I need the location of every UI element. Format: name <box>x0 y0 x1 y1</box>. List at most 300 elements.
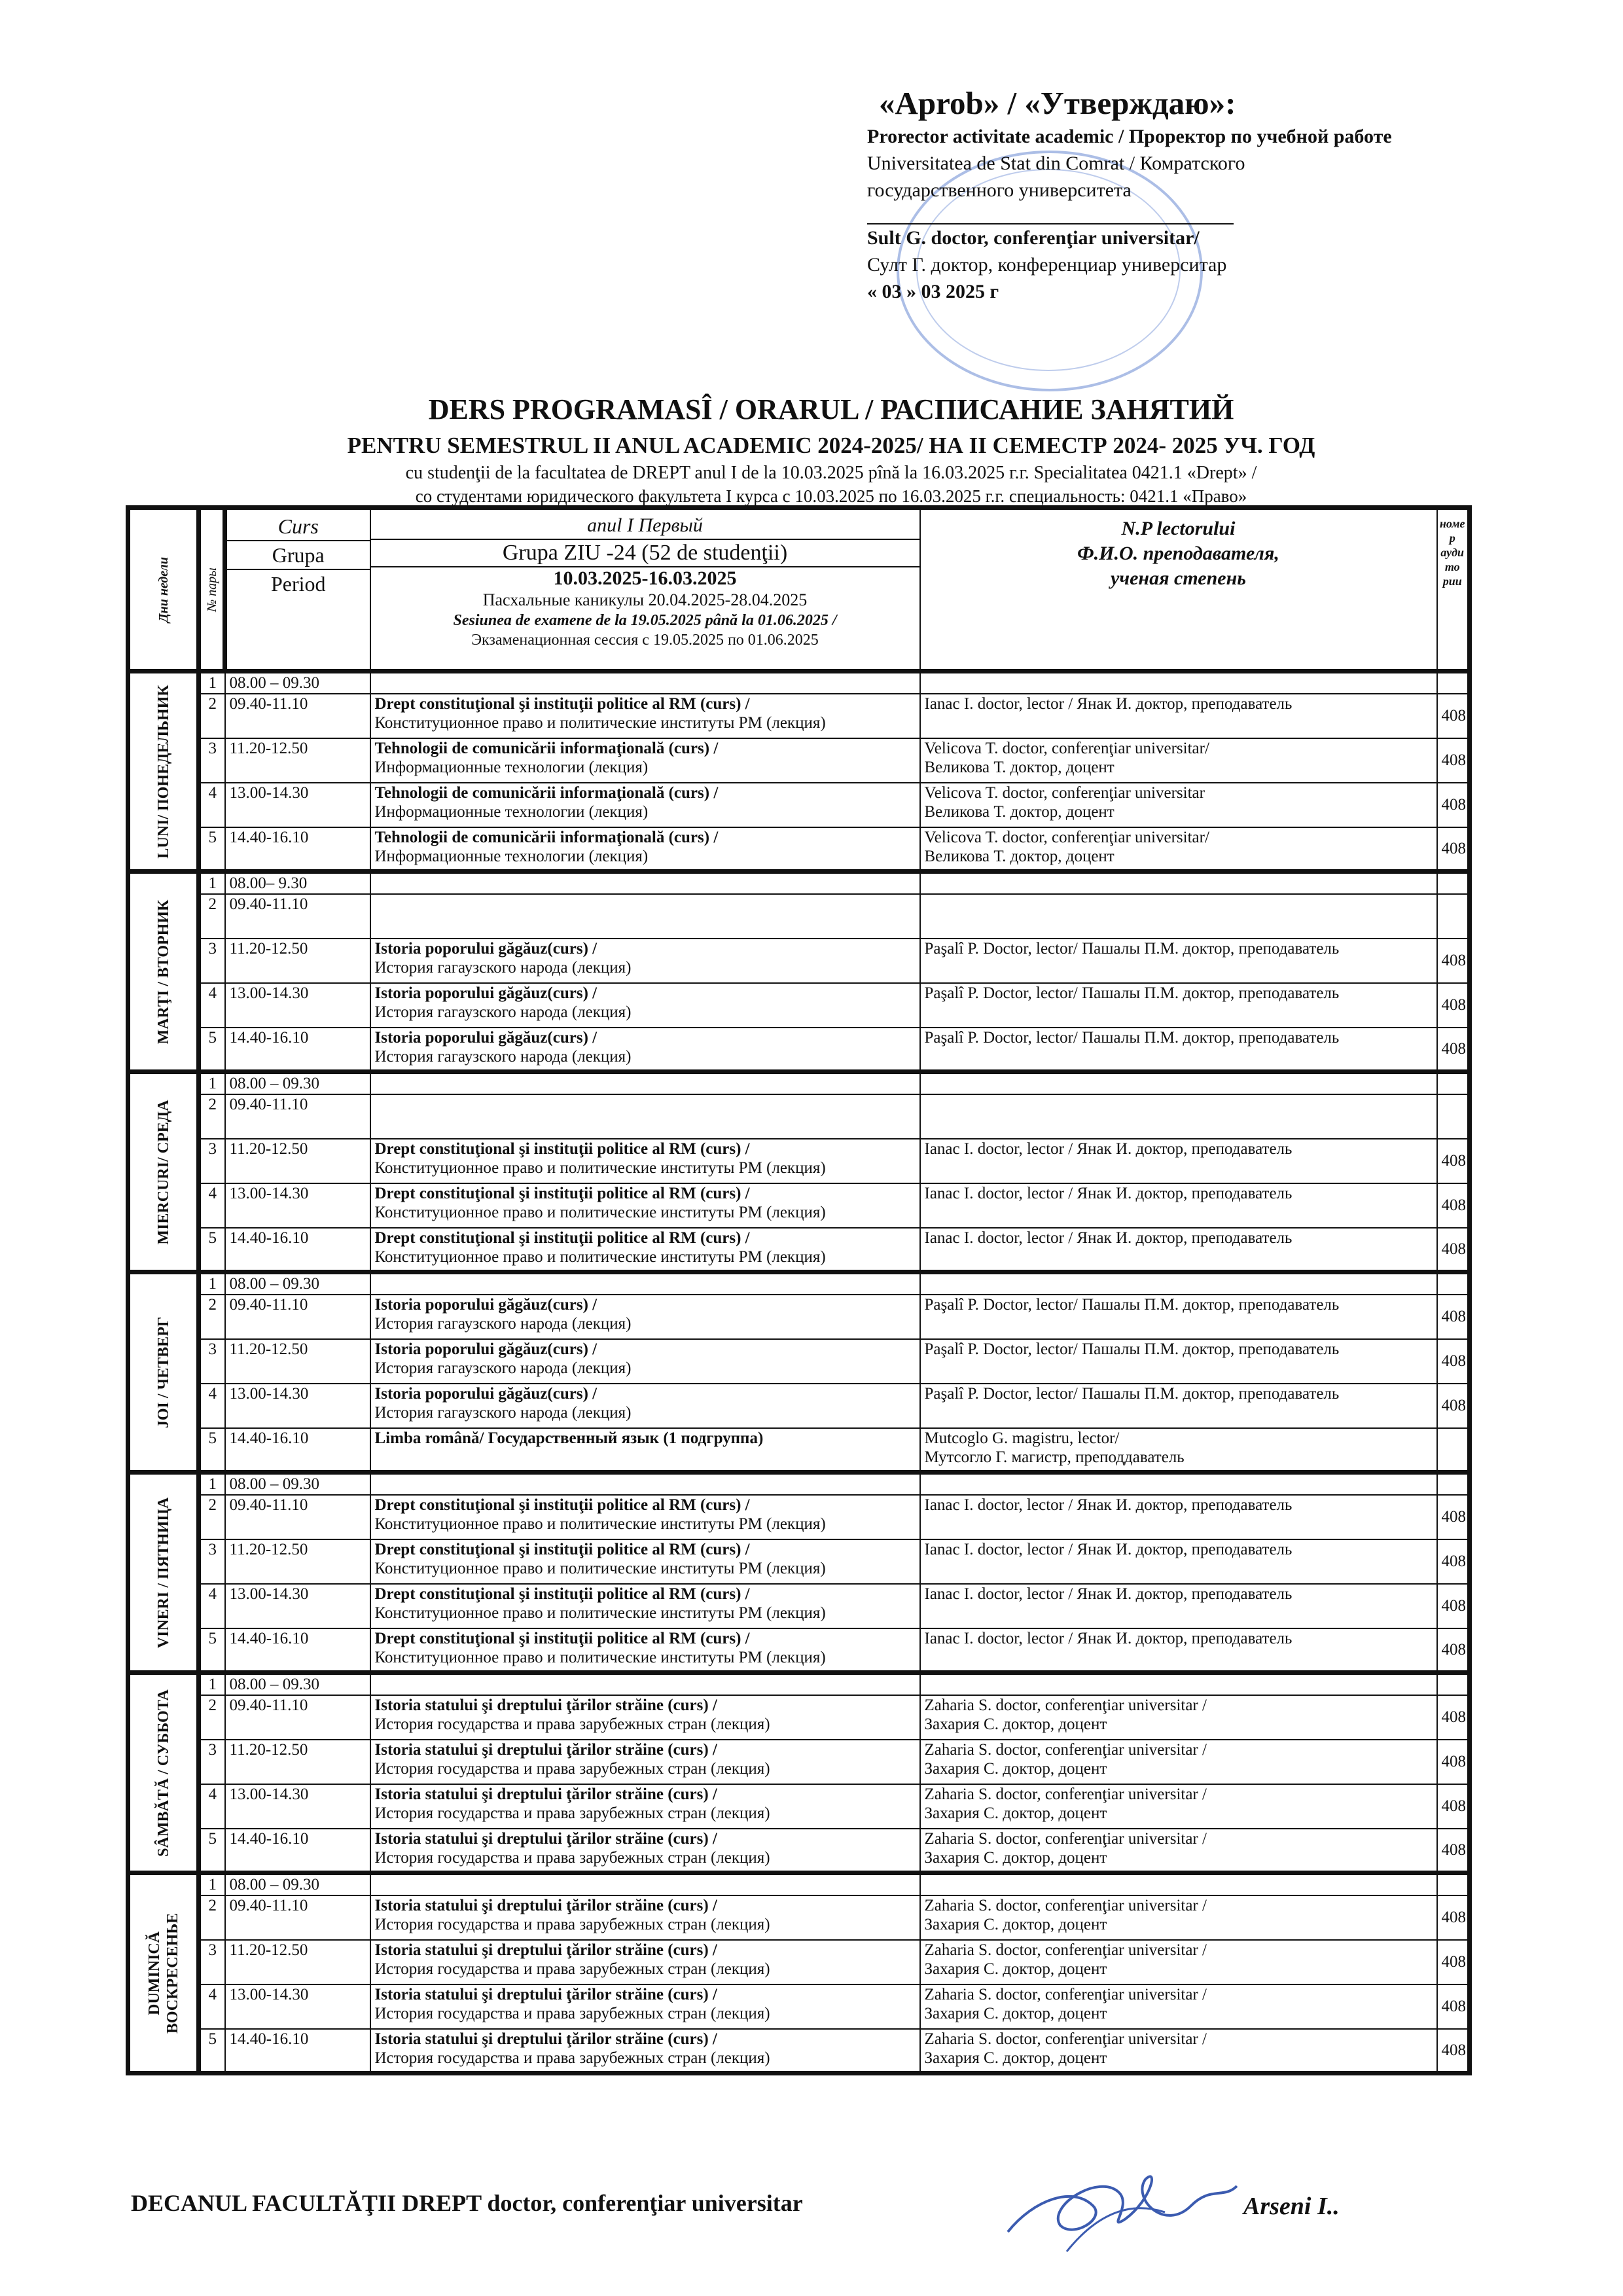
header-anul: anul I Первый <box>371 512 919 540</box>
pair-time-text: 14.40-16.10 <box>229 1629 309 1647</box>
lecturer-cell <box>920 1428 1437 1473</box>
pair-number <box>199 1829 225 1873</box>
header-dates: 10.03.2025-16.03.2025 <box>553 567 737 589</box>
pair-number <box>199 1094 225 1139</box>
room-cell <box>1437 894 1470 939</box>
lecturer-line-1: Paşalî P. Doctor, lector/ Пашалы П.М. доктор, преподаватель <box>924 984 1340 1002</box>
subject-ru: Конституционное право и политические институты РМ (лекция) <box>374 1158 826 1177</box>
pair-time <box>225 1228 370 1272</box>
lecturer-cell <box>920 1984 1437 2029</box>
pair-number-text: 4 <box>208 1384 217 1403</box>
pair-time-text: 13.00-14.30 <box>229 1785 309 1803</box>
table-row <box>128 827 1470 872</box>
room-number: 408 <box>1441 1352 1466 1370</box>
subject-cell <box>370 872 920 894</box>
subject-cell <box>370 1139 920 1183</box>
subject-cell <box>370 1784 920 1829</box>
subject-ro: Limba română/ Государственный язык (1 подгруппа) <box>374 1429 764 1447</box>
pair-number <box>199 694 225 738</box>
lecturer-line-2: Мутcогло Г. магистр, преподдаватель <box>924 1448 1185 1466</box>
pair-time-text: 11.20-12.50 <box>229 1139 308 1158</box>
pair-number <box>199 1272 225 1295</box>
table-row <box>128 1339 1470 1384</box>
lecturer-line-2: Захария С. доктор, доцент <box>924 1804 1107 1822</box>
lecturer-line-2: Захария С. доктор, доцент <box>924 1715 1107 1733</box>
pair-time <box>225 1272 370 1295</box>
lecturer-cell <box>920 1272 1437 1295</box>
pair-time-text: 08.00 – 09.30 <box>229 1676 319 1693</box>
subject-ru: История государства и права зарубежных стран (лекция) <box>374 1804 770 1822</box>
pair-number <box>199 1295 225 1339</box>
lecturer-cell <box>920 1784 1437 1829</box>
header-exam-ro: Sesiunea de examene de la 19.05.2025 până la 01.06.2025 / <box>453 612 837 629</box>
table-row <box>128 1072 1470 1094</box>
pair-number <box>199 1740 225 1784</box>
pair-time-text: 14.40-16.10 <box>229 828 309 846</box>
header-room: номер аудито рии <box>1437 508 1470 672</box>
subject-ro: Istoria statului şi dreptului ţărilor străine (curs) / <box>374 1941 717 1959</box>
room-cell <box>1437 1139 1470 1183</box>
pair-number <box>199 872 225 894</box>
table-row <box>128 1028 1470 1072</box>
lecturer-cell <box>920 694 1437 738</box>
pair-number-text: 1 <box>208 1876 217 1893</box>
room-cell <box>1437 1895 1470 1940</box>
room-number: 408 <box>1441 1240 1466 1258</box>
subject-ru: Конституционное право и политические институты РМ (лекция) <box>374 713 826 732</box>
lecturer-cell <box>920 894 1437 939</box>
pair-number <box>199 1072 225 1094</box>
pair-time-text: 13.00-14.30 <box>229 984 309 1002</box>
subject-cell <box>370 1339 920 1384</box>
pair-time <box>225 1094 370 1139</box>
subject-ro: Istoria poporului găgăuz(curs) / <box>374 984 597 1002</box>
lecturer-line-2: Великова Т. доктор, доцент <box>924 758 1115 776</box>
pair-number <box>199 939 225 983</box>
pair-number-text: 4 <box>208 1585 217 1603</box>
pair-time <box>225 1072 370 1094</box>
lecturer-cell <box>920 939 1437 983</box>
subject-ro: Istoria statului şi dreptului ţărilor străine (curs) / <box>374 1740 717 1759</box>
lecturer-cell <box>920 1473 1437 1495</box>
subject-ru: Информационные технологии (лекция) <box>374 758 649 776</box>
pair-number <box>199 1873 225 1895</box>
subject-cell <box>370 1539 920 1584</box>
room-cell <box>1437 1539 1470 1584</box>
lecturer-cell <box>920 1072 1437 1094</box>
subject-cell <box>370 1940 920 1984</box>
pair-number <box>199 1984 225 2029</box>
lecturer-line-2: Захария С. доктор, доцент <box>924 2049 1107 2067</box>
subject-ro: Istoria statului şi dreptului ţărilor străine (curs) / <box>374 1696 717 1714</box>
lecturer-cell <box>920 1139 1437 1183</box>
subject-cell <box>370 783 920 827</box>
lecturer-line-1: Ianac I. doctor, lector / Янак И. доктор, преподаватель <box>924 1184 1293 1202</box>
lecturer-line-1: Velicova T. doctor, conferenţiar universitar <box>924 783 1205 802</box>
lecturer-line-2: Великова Т. доктор, доцент <box>924 802 1115 821</box>
lecturer-cell <box>920 1228 1437 1272</box>
lecturer-cell <box>920 983 1437 1028</box>
day-name <box>128 1873 199 2073</box>
room-cell <box>1437 1473 1470 1495</box>
lecturer-cell <box>920 827 1437 872</box>
pair-time-text: 13.00-14.30 <box>229 1384 309 1403</box>
table-header <box>128 508 1470 672</box>
subject-ru: Информационные технологии (лекция) <box>374 847 649 865</box>
pair-time <box>225 1584 370 1628</box>
lecturer-cell <box>920 1495 1437 1539</box>
room-number: 408 <box>1441 1953 1466 1971</box>
lecturer-cell <box>920 783 1437 827</box>
pair-number-text: 3 <box>208 1340 217 1358</box>
table-row <box>128 1940 1470 1984</box>
lecturer-line-1: Zaharia S. doctor, conferenţiar universitar / <box>924 1829 1207 1848</box>
header-curs-grupa-period <box>225 508 370 672</box>
lecturer-cell <box>920 1384 1437 1428</box>
pair-number <box>199 1584 225 1628</box>
subject-cell <box>370 1295 920 1339</box>
pair-number-text: 3 <box>208 939 217 958</box>
table-row <box>128 1495 1470 1539</box>
lecturer-line-1: Zaharia S. doctor, conferenţiar universitar / <box>924 1696 1207 1714</box>
pair-time <box>225 1028 370 1072</box>
pair-time <box>225 872 370 894</box>
pair-number-text: 1 <box>208 874 217 892</box>
pair-number <box>199 1139 225 1183</box>
pair-number <box>199 1784 225 1829</box>
pair-number <box>199 1539 225 1584</box>
pair-number-text: 4 <box>208 1985 217 2003</box>
lecturer-line-2: Захария С. доктор, доцент <box>924 1960 1107 1978</box>
table-row <box>128 1228 1470 1272</box>
pair-number <box>199 983 225 1028</box>
pair-time-text: 13.00-14.30 <box>229 1985 309 2003</box>
table-row <box>128 738 1470 783</box>
pair-number-text: 5 <box>208 2030 217 2048</box>
document-titles <box>124 389 1538 507</box>
pair-number-text: 3 <box>208 1740 217 1759</box>
room-cell <box>1437 827 1470 872</box>
approval-line-4: Sult G. doctor, conferenţiar universitar/ <box>867 227 1200 249</box>
subject-cell <box>370 1673 920 1695</box>
pair-time-text: 14.40-16.10 <box>229 2030 309 2048</box>
header-lecturer <box>920 508 1437 672</box>
room-cell <box>1437 1829 1470 1873</box>
pair-time-text: 09.40-11.10 <box>229 895 308 913</box>
pair-time-text: 09.40-11.10 <box>229 1095 308 1113</box>
lecturer-line-2: Захария С. доктор, доцент <box>924 1848 1107 1867</box>
header-grupa: Grupa <box>227 541 370 570</box>
lecturer-line-1: Paşalî P. Doctor, lector/ Пашалы П.М. доктор, преподаватель <box>924 1028 1340 1047</box>
header-curs: Curs <box>227 512 370 541</box>
lecturer-line-1: Paşalî P. Doctor, lector/ Пашалы П.М. доктор, преподаватель <box>924 1384 1340 1403</box>
schedule-body <box>128 672 1470 2073</box>
room-number: 408 <box>1441 1753 1466 1770</box>
lecturer-cell <box>920 1028 1437 1072</box>
subject-cell <box>370 1473 920 1495</box>
room-cell <box>1437 1295 1470 1339</box>
room-cell <box>1437 1940 1470 1984</box>
room-cell <box>1437 1628 1470 1673</box>
subject-cell <box>370 939 920 983</box>
pair-number <box>199 2029 225 2073</box>
lecturer-line-1: Ianac I. doctor, lector / Янак И. доктор, преподаватель <box>924 694 1293 713</box>
pair-number-text: 4 <box>208 984 217 1002</box>
pair-time <box>225 1384 370 1428</box>
lecturer-line-1: Ianac I. doctor, lector / Янак И. доктор, преподаватель <box>924 1629 1293 1647</box>
table-row <box>128 672 1470 694</box>
pair-number-text: 2 <box>208 694 217 713</box>
subject-cell <box>370 2029 920 2073</box>
subject-cell <box>370 827 920 872</box>
lecturer-cell <box>920 872 1437 894</box>
pair-number-text: 1 <box>208 1275 217 1293</box>
pair-time-text: 09.40-11.10 <box>229 1496 308 1514</box>
pair-number-text: 5 <box>208 1429 217 1447</box>
pair-time <box>225 1139 370 1183</box>
subject-ru: История гагаузского народа (лекция) <box>374 1314 632 1333</box>
subject-cell <box>370 894 920 939</box>
table-row <box>128 1784 1470 1829</box>
pair-number-text: 5 <box>208 1629 217 1647</box>
subject-cell <box>370 1072 920 1094</box>
room-number: 408 <box>1441 1797 1466 1815</box>
pair-time <box>225 1695 370 1740</box>
pair-time-text: 11.20-12.50 <box>229 1740 308 1759</box>
lecturer-cell <box>920 1094 1437 1139</box>
pair-time <box>225 1740 370 1784</box>
pair-time-text: 11.20-12.50 <box>229 939 308 958</box>
pair-time <box>225 1984 370 2029</box>
subject-ru: Конституционное право и политические институты РМ (лекция) <box>374 1515 826 1533</box>
subject-cell <box>370 1028 920 1072</box>
pair-number <box>199 1673 225 1695</box>
subject-cell <box>370 1895 920 1940</box>
pair-number <box>199 1895 225 1940</box>
pair-time <box>225 827 370 872</box>
subject-ro: Drept constituţional şi instituţii politice al RM (curs) / <box>374 1496 750 1514</box>
lecturer-cell <box>920 738 1437 783</box>
pair-number-text: 2 <box>208 1095 217 1113</box>
subject-ru: Конституционное право и политические институты РМ (лекция) <box>374 1648 826 1666</box>
pair-time <box>225 672 370 694</box>
header-group-info <box>370 508 920 672</box>
table-row <box>128 783 1470 827</box>
subject-ro: Istoria poporului găgăuz(curs) / <box>374 1340 597 1358</box>
lecturer-line-2: Захария С. доктор, доцент <box>924 2004 1107 2022</box>
lecturer-line-1: Velicova T. doctor, conferenţiar universitar/ <box>924 828 1209 846</box>
subject-cell <box>370 1584 920 1628</box>
pair-time <box>225 1895 370 1940</box>
pair-number-text: 3 <box>208 1941 217 1959</box>
room-cell <box>1437 1272 1470 1295</box>
subject-cell <box>370 1829 920 1873</box>
room-cell <box>1437 1428 1470 1473</box>
room-cell <box>1437 1873 1470 1895</box>
subject-ru: История государства и права зарубежных стран (лекция) <box>374 1848 770 1867</box>
table-row <box>128 1984 1470 2029</box>
day-name-label: JOI / ЧЕТВЕРГ <box>154 1316 172 1428</box>
table-row <box>128 1428 1470 1473</box>
lecturer-line-1: Ianac I. doctor, lector / Янак И. доктор, преподаватель <box>924 1229 1293 1247</box>
day-name-label: LUNI/ ПОНЕДЕЛЬНИК <box>154 684 172 859</box>
pair-number-text: 1 <box>208 1676 217 1693</box>
header-days: Дни недели <box>128 508 199 672</box>
pair-number-text: 2 <box>208 1896 217 1914</box>
pair-time <box>225 1784 370 1829</box>
lecturer-cell <box>920 1695 1437 1740</box>
table-row <box>128 1695 1470 1740</box>
pair-time-text: 09.40-11.10 <box>229 1696 308 1714</box>
subject-ro: Istoria statului şi dreptului ţărilor străine (curs) / <box>374 1829 717 1848</box>
subject-cell <box>370 1384 920 1428</box>
pair-number <box>199 1495 225 1539</box>
pair-time <box>225 939 370 983</box>
subject-cell <box>370 672 920 694</box>
subject-ro: Drept constituţional şi instituţii politice al RM (curs) / <box>374 694 750 713</box>
room-cell <box>1437 783 1470 827</box>
room-number: 408 <box>1441 1397 1466 1414</box>
signature-line <box>867 204 1234 224</box>
lecturer-cell <box>920 1584 1437 1628</box>
day-name-label: MIERCURI/ СРЕДА <box>154 1099 172 1245</box>
header-period: Period <box>270 572 326 596</box>
approval-line-2: Universitatea de Stat din Comrat / Комратского <box>867 152 1245 174</box>
room-cell <box>1437 694 1470 738</box>
pair-time <box>225 1183 370 1228</box>
pair-time <box>225 783 370 827</box>
room-number: 408 <box>1441 707 1466 725</box>
room-cell <box>1437 1784 1470 1829</box>
pair-number <box>199 1628 225 1673</box>
room-cell <box>1437 1384 1470 1428</box>
room-cell <box>1437 983 1470 1028</box>
subject-ro: Drept constituţional şi instituţii politice al RM (curs) / <box>374 1585 750 1603</box>
room-cell <box>1437 1028 1470 1072</box>
subject-ru: История государства и права зарубежных стран (лекция) <box>374 1715 770 1733</box>
pair-number <box>199 1183 225 1228</box>
lecturer-line-1: Ianac I. doctor, lector / Янак И. доктор, преподаватель <box>924 1540 1293 1558</box>
pair-time-text: 11.20-12.50 <box>229 1941 308 1959</box>
room-number: 408 <box>1441 1640 1466 1659</box>
subject-ru: Конституционное право и политические институты РМ (лекция) <box>374 1203 826 1221</box>
lecturer-line-1: Paşalî P. Doctor, lector/ Пашалы П.М. доктор, преподаватель <box>924 939 1340 958</box>
pair-number-text: 3 <box>208 739 217 757</box>
lecturer-line-2: Великова Т. доктор, доцент <box>924 847 1115 865</box>
table-row <box>128 1895 1470 1940</box>
room-number: 408 <box>1441 1708 1466 1726</box>
header-pair-number: № пары <box>199 508 225 672</box>
pair-time <box>225 1628 370 1673</box>
subject-cell <box>370 694 920 738</box>
pair-number-text: 4 <box>208 1785 217 1803</box>
table-row <box>128 2029 1470 2073</box>
day-name-label: VINERI / ПЯТНИЦА <box>154 1497 172 1648</box>
lecturer-cell <box>920 1873 1437 1895</box>
lecturer-cell <box>920 1628 1437 1673</box>
subject-ro: Istoria statului şi dreptului ţărilor străine (curs) / <box>374 1896 717 1914</box>
lecturer-cell <box>920 1895 1437 1940</box>
room-number: 408 <box>1441 839 1466 857</box>
pair-time-text: 09.40-11.10 <box>229 694 308 713</box>
room-number: 408 <box>1441 1508 1466 1526</box>
room-number: 408 <box>1441 1998 1466 2015</box>
document-title: DERS PROGRAMASÎ / ORARUL / РАСПИСАНИЕ ЗАНЯТИЙ <box>428 393 1234 425</box>
pair-number-text: 2 <box>208 1496 217 1514</box>
lecturer-line-1: Ianac I. doctor, lector / Янак И. доктор, преподаватель <box>924 1139 1293 1158</box>
table-row <box>128 1295 1470 1339</box>
lecturer-line-1: Zaharia S. doctor, conferenţiar universitar / <box>924 1785 1207 1803</box>
pair-number-text: 3 <box>208 1540 217 1558</box>
day-name <box>128 872 199 1072</box>
table-row <box>128 872 1470 894</box>
day-name-label: SÂMBĂTĂ / СУББОТА <box>154 1689 172 1857</box>
subject-cell <box>370 1984 920 2029</box>
pair-number <box>199 1028 225 1072</box>
subject-cell <box>370 1228 920 1272</box>
room-cell <box>1437 1094 1470 1139</box>
pair-time <box>225 738 370 783</box>
room-number: 408 <box>1441 751 1466 769</box>
pair-time-text: 11.20-12.50 <box>229 1340 308 1358</box>
subject-cell <box>370 1183 920 1228</box>
subject-cell <box>370 1873 920 1895</box>
table-row <box>128 1829 1470 1873</box>
lecturer-line-1: Paşalî P. Doctor, lector/ Пашалы П.М. доктор, преподаватель <box>924 1295 1340 1314</box>
pair-number <box>199 738 225 783</box>
pair-time <box>225 1295 370 1339</box>
subject-ru: Конституционное право и политические институты РМ (лекция) <box>374 1247 826 1266</box>
subject-ro: Drept constituţional şi instituţii politice al RM (curs) / <box>374 1629 750 1647</box>
subject-cell <box>370 983 920 1028</box>
pair-number-text: 1 <box>208 1475 217 1493</box>
pair-time <box>225 1473 370 1495</box>
pair-time-text: 13.00-14.30 <box>229 783 309 802</box>
lecturer-cell <box>920 1673 1437 1695</box>
dean-signature <box>995 2160 1243 2258</box>
lecturer-line-2: Захария С. доктор, доцент <box>924 1759 1107 1778</box>
header-lecturer-degree: ученая степень <box>1111 567 1246 589</box>
lecturer-cell <box>920 1740 1437 1784</box>
table-row <box>128 1584 1470 1628</box>
subject-ro: Drept constituţional şi instituţii politice al RM (curs) / <box>374 1229 750 1247</box>
pair-time <box>225 694 370 738</box>
subject-ru: История гагаузского народа (лекция) <box>374 1359 632 1377</box>
pair-number <box>199 1428 225 1473</box>
subject-ru: История государства и права зарубежных стран (лекция) <box>374 1960 770 1978</box>
subject-ru: История государства и права зарубежных стран (лекция) <box>374 2049 770 2067</box>
day-name <box>128 672 199 872</box>
table-row <box>128 894 1470 939</box>
pair-number-text: 1 <box>208 674 217 692</box>
header-holidays: Пасхальные каникулы 20.04.2025-28.04.2025 <box>482 590 808 609</box>
lecturer-cell <box>920 672 1437 694</box>
lecturer-cell <box>920 1295 1437 1339</box>
subject-ro: Istoria poporului găgăuz(curs) / <box>374 1028 597 1047</box>
pair-time-text: 13.00-14.30 <box>229 1184 309 1202</box>
pair-time-text: 08.00 – 09.30 <box>229 1475 319 1493</box>
table-row <box>128 1139 1470 1183</box>
day-name <box>128 1473 199 1673</box>
pair-time <box>225 1673 370 1695</box>
lecturer-cell <box>920 2029 1437 2073</box>
subject-ru: Конституционное право и политические институты РМ (лекция) <box>374 1604 826 1622</box>
pair-time-text: 08.00 – 09.30 <box>229 1075 319 1092</box>
table-row <box>128 1628 1470 1673</box>
header-group: Grupa ZIU -24 (52 de studenţii) <box>371 540 919 567</box>
document-subtitle-ro: cu studenţii de la facultatea de DREPT anul I de la 10.03.2025 pînă la 16.03.2025 г.г. Specialitatea 0421.1 «Drept» / <box>405 463 1257 483</box>
subject-ro: Tehnologii de comunicării informaţională (curs) / <box>374 739 719 757</box>
